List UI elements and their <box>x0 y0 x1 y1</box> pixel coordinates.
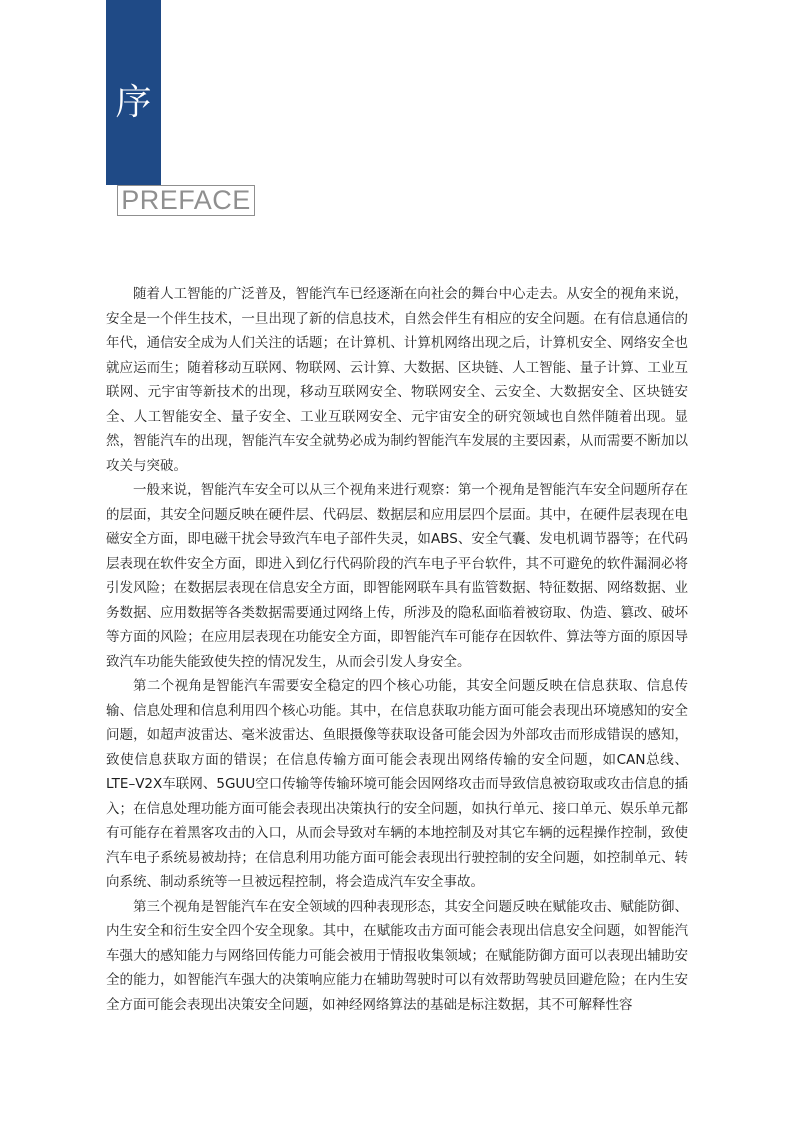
paragraph: 第二个视角是智能汽车需要安全稳定的四个核心功能，其安全问题反映在信息获取、信息传输、信息处理和信息利用四个核心功能。其中，在信息获取功能方面可能会表现出环境感知的安全问题，如超声波雷达、毫米波雷达、鱼眼摄像等获取设备可能会因为外部攻击而形成错误的感知，致使信息获取方面的错误；在信息传输方面可能会表现出网络传输的安全问题，如CAN总线、LTE–V2X车联网、5GUU空口传输等传输环境可能会因网络攻击而导致信息被窃取或攻击信息的插入；在信息处理功能方面可能会表现出决策执行的安全问题，如执行单元、接口单元、娱乐单元都有可能存在着黑客攻击的入口，从而会导致对车辆的本地控制及对其它车辆的远程操作控制，致使汽车电子系统易被劫持；在信息利用功能方面可能会表现出行驶控制的安全问题，如控制单元、转向系统、制动系统等一旦被远程控制，将会造成汽车安全事故。 <box>106 678 688 890</box>
page-title: 序 <box>115 82 152 123</box>
title-banner <box>106 0 161 185</box>
paragraph: 第三个视角是智能汽车在安全领域的四种表现形态，其安全问题反映在赋能攻击、赋能防御、内生安全和衍生安全四个安全现象。其中，在赋能攻击方面可能会表现出信息安全问题，如智能汽车强大的感知能力与网络回传能力可能会被用于情报收集领域；在赋能防御方面可以表现出辅助安全的能力，如智能汽车强大的决策响应能力在辅助驾驶时可以有效帮助驾驶员回避危险；在内生安全方面可能会表现出决策安全问题，如神经网络算法的基础是标注数据，其不可解释性容 <box>106 898 688 1013</box>
paragraph: 随着人工智能的广泛普及，智能汽车已经逐渐在向社会的舞台中心走去。从安全的视角来说，安全是一个伴生技术，一旦出现了新的信息技术，自然会伴生有相应的安全问题。在有信息通信的年代，通信安全成为人们关注的话题；在计算机、计算机网络出现之后，计算机安全、网络安全也就应运而生；随着移动互联网、物联网、云计算、大数据、区块链、人工智能、量子计算、工业互联网、元宇宙等新技术的出现，移动互联网安全、物联网安全、云安全、大数据安全、区块链安全、人工智能安全、量子安全、工业互联网安全、元宇宙安全的研究领域也自然伴随着出现。显然，智能汽车的出现，智能汽车安全就势必成为制约智能汽车发展的主要因素，从而需要不断加以攻关与突破。 <box>106 286 688 474</box>
page-subtitle: PREFACE <box>117 185 255 216</box>
paragraph: 一般来说，智能汽车安全可以从三个视角来进行观察：第一个视角是智能汽车安全问题所存在的层面，其安全问题反映在硬件层、代码层、数据层和应用层四个层面。其中，在硬件层表现在电磁安全方面，即电磁干扰会导致汽车电子部件失灵，如ABS、安全气囊、发电机调节器等；在代码层表现在软件安全方面，即进入到亿行代码阶段的汽车电子平台软件，其不可避免的软件漏洞必将引发风险；在数据层表现在信息安全方面，即智能网联车具有监管数据、特征数据、网络数据、业务数据、应用数据等各类数据需要通过网络上传，所涉及的隐私面临着被窃取、伪造、篡改、破坏等方面的风险；在应用层表现在功能安全方面，即智能汽车可能存在因软件、算法等方面的原因导致汽车功能失能致使失控的情况发生，从而会引发人身安全。 <box>106 482 688 670</box>
body-text <box>106 282 688 1017</box>
